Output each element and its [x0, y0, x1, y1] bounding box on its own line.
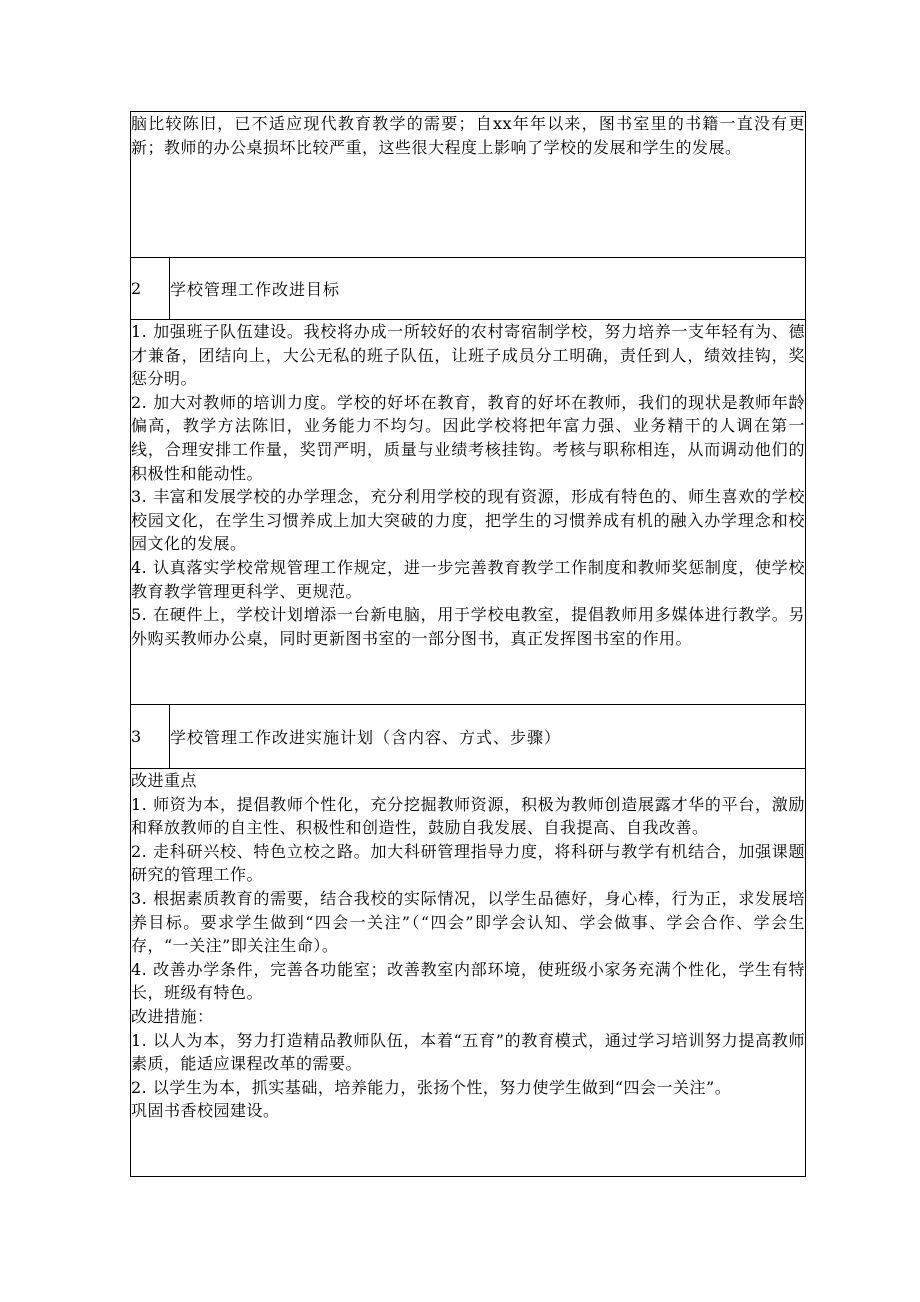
plan-item: 1. 以人为本，努力打造精品教师队伍，本着“五育”的教育模式，通过学习培训努力提高教师素质，能适应课程改革的需要。 — [131, 1030, 805, 1074]
section-3-number: 3 — [131, 705, 170, 769]
plan-item: 2. 以学生为本，抓实基础，培养能力，张扬个性，努力使学生做到“四会一关注”。 — [131, 1077, 732, 1097]
goal-item: 3. 丰富和发展学校的办学理念，充分利用学校的现有资源，形成有特色的、师生喜欢的学校校园文化，在学生习惯养成上加大突破的力度，把学生的习惯养成有机的融入办学理念和校园文化的发展。 — [131, 487, 805, 554]
plan-item: 3. 根据素质教育的需要，结合我校的实际情况，以学生品德好，身心棒，行为正，求发展培养目标。要求学生做到“四会一关注”（“四会”即学会认知、学会做事、学会合作、学会生存，“一关注”即关注生命）。 — [131, 888, 805, 956]
plan-item: 巩固书香校园建设。 — [131, 1101, 280, 1121]
plan-subheading: 改进措施： — [131, 1006, 214, 1026]
goal-item: 5. 在硬件上，学校计划增添一台新电脑，用于学校电教室，提倡教师用多媒体进行教学。另外购买教师办公桌，同时更新图书室的一部分图书，真正发挥图书室的作用。 — [131, 605, 805, 648]
section-2-header-row — [131, 258, 806, 320]
goal-item: 4. 认真落实学校常规管理工作规定，进一步完善教育教学工作制度和教师奖惩制度，使学校教育教学管理更科学、更规范。 — [131, 557, 805, 601]
section-3-body — [131, 769, 806, 1177]
intro-cell — [131, 112, 806, 258]
section-2-body-row — [131, 320, 806, 705]
section-2-number: 2 — [131, 258, 170, 320]
plan-subheading: 改进重点 — [131, 771, 198, 790]
intro-paragraph: 脑比较陈旧，已不适应现代教育教学的需要；自xx年年以来，图书室里的书籍一直没有更新；教师的办公桌损坏比较严重，这些很大程度上影响了学校的发展和学生的发展。 — [131, 114, 805, 157]
section-2-title: 学校管理工作改进目标 — [170, 258, 806, 320]
document-table — [130, 111, 806, 1177]
intro-row — [131, 112, 806, 258]
goal-item: 2. 加大对教师的培训力度。学校的好坏在教育，教育的好坏在教师，我们的现状是教师年龄偏高，教学方法陈旧，业务能力不均匀。因此学校将把年富力强、业务精干的人调在第一线，合理安排工作量，奖罚严明，质量与业绩考核挂钩。考核与职称相连，从而调动他们的积极性和能动性。 — [131, 392, 805, 483]
section-2-body — [131, 320, 806, 705]
plan-item: 1. 师资为本，提倡教师个性化，充分挖掘教师资源，积极为教师创造展露才华的平台，激励和释放教师的自主性、积极性和创造性，鼓励自我发展、自我提高、自我改善。 — [131, 794, 805, 838]
goal-item: 1. 加强班子队伍建设。我校将办成一所较好的农村寄宿制学校，努力培养一支年轻有为、德才兼备，团结向上，大公无私的班子队伍，让班子成员分工明确，责任到人，绩效挂钩，奖惩分明。 — [131, 322, 805, 389]
section-3-title: 学校管理工作改进实施计划（含内容、方式、步骤） — [170, 705, 806, 769]
section-3-body-row — [131, 769, 806, 1177]
plan-item: 2. 走科研兴校、特色立校之路。加大科研管理指导力度，将科研与教学有机结合，加强课题研究的管理工作。 — [131, 841, 805, 885]
section-3-header-row — [131, 705, 806, 769]
plan-item: 4. 改善办学条件，完善各功能室；改善教室内部环境，使班级小家务充满个性化，学生有特长，班级有特色。 — [131, 959, 805, 1003]
